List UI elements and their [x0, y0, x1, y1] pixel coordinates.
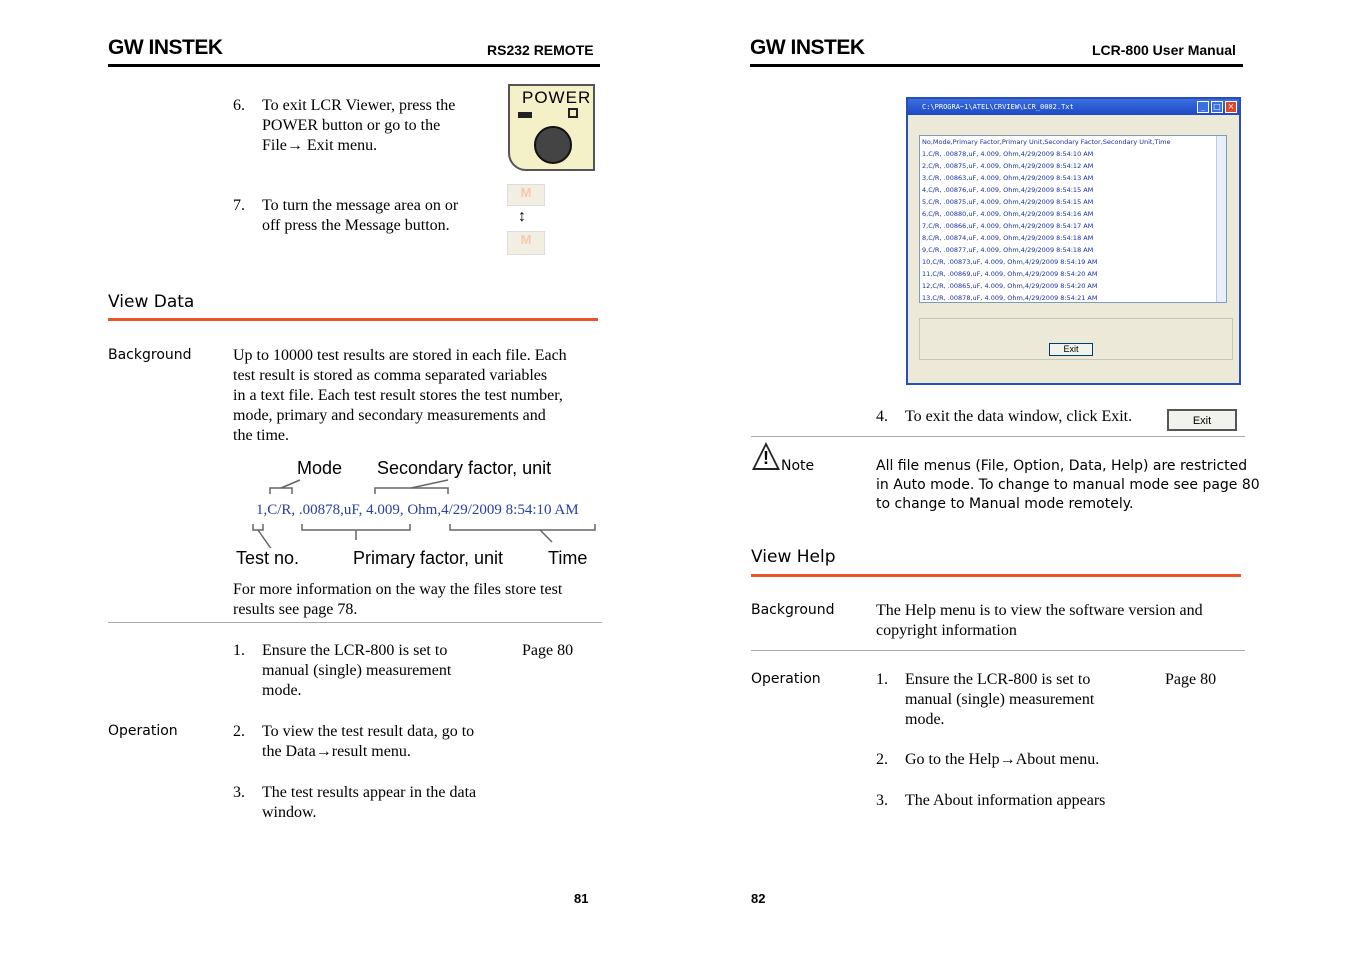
step-number: 4.: [876, 408, 888, 425]
note-label: Note: [781, 458, 815, 474]
step-number: 2.: [876, 751, 888, 768]
list-row: 3,C/R, .00863,uF, 4.009, Ohm,4/29/2009 8:54:13 AM: [922, 174, 1094, 182]
page-header: RS232 REMOTE: [487, 42, 594, 58]
data-window: [906, 97, 1241, 385]
op-step-1-text: Ensure the LCR-800 is set to manual (single) measurement mode.: [905, 671, 1095, 728]
divider: [751, 650, 1245, 651]
csv-example-line: 1,C/R, .00878,uF, 4.009, Ohm,4/29/2009 8:54:10 AM: [256, 502, 579, 518]
gwinstek-logo: GW INSTEK: [108, 36, 223, 59]
background-text: Up to 10000 test results are stored in each file. Each test result is stored as comma separated variables in a text file. Each test result stores the test number, mode, primary and secondary measurements and the time.: [233, 347, 567, 444]
power-label: POWER: [522, 88, 592, 107]
page-number: 82: [751, 891, 766, 906]
section-rule: [751, 574, 1241, 577]
step-number: 3.: [876, 792, 888, 809]
section-rule: [108, 318, 598, 321]
operation-label: Operation: [108, 723, 178, 739]
step-number: 1.: [233, 642, 245, 659]
list-row: 6,C/R, .00880,uF, 4.009, Ohm,4/29/2009 8:54:16 AM: [922, 210, 1094, 218]
op-step-3-text: The test results appear in the data window.: [262, 784, 477, 821]
exit-button-image: Exit: [1167, 409, 1237, 431]
section-title: View Help: [751, 547, 836, 567]
note-text: All file menus (File, Option, Data, Help) are restricted in Auto mode. To change to manual mode see page 80 to change to Manual mode remotely.: [876, 458, 1260, 512]
list-row: 5,C/R, .00875,uF, 4.009, Ohm,4/29/2009 8:54:15 AM: [922, 198, 1094, 206]
power-on-icon: [568, 108, 578, 118]
list-scrollbar[interactable]: [1216, 136, 1226, 302]
operation-label: Operation: [751, 671, 821, 687]
divider: [108, 622, 602, 623]
op-step-2-text: Go to the Help→About menu.: [905, 751, 1100, 768]
background-text: The Help menu is to view the software version and copyright information: [876, 602, 1203, 639]
op-step-1-text: Ensure the LCR-800 is set to manual (single) measurement mode.: [262, 642, 452, 699]
list-row: 11,C/R, .00869,uF, 4.009, Ohm,4/29/2009 8:54:20 AM: [922, 270, 1098, 278]
list-row: 4,C/R, .00876,uF, 4.009, Ohm,4/29/2009 8:54:15 AM: [922, 186, 1094, 194]
list-row: 10,C/R, .00873,uF, 4.009, Ohm,4/29/2009 8:54:19 AM: [922, 258, 1098, 266]
list-row: 12,C/R, .00865,uF, 4.009, Ohm,4/29/2009 8:54:20 AM: [922, 282, 1098, 290]
step-number: 2.: [233, 723, 245, 740]
power-off-icon: [518, 112, 532, 118]
page-number: 81: [574, 891, 589, 906]
op-step-2-text: To view the test result data, go to the Data→result menu.: [262, 723, 475, 760]
message-button-on: M: [507, 184, 545, 206]
header-rule: [750, 64, 1243, 67]
step-number: 6.: [233, 97, 245, 114]
list-row: 1,C/R, .00878,uF, 4.009, Ohm,4/29/2009 8:54:10 AM: [922, 150, 1094, 158]
section-title: View Data: [108, 292, 195, 312]
step-6-text: To exit LCR Viewer, press the POWER button or go to the File→ Exit menu.: [262, 97, 456, 154]
background-label: Background: [751, 602, 835, 618]
list-row: 2,C/R, .00875,uF, 4.009, Ohm,4/29/2009 8:54:12 AM: [922, 162, 1094, 170]
window-title: C:\PROGRA~1\ATEL\CRVIEW\LCR_0002.Txt: [908, 99, 1239, 115]
divider: [751, 436, 1245, 437]
page-reference: Page 80: [1165, 671, 1217, 688]
step-7-text: To turn the message area on or off press the Message button.: [262, 197, 459, 234]
page-reference: Page 80: [522, 642, 574, 659]
diagram-mode-label: Mode: [297, 458, 343, 478]
close-button[interactable]: ×: [1225, 101, 1237, 113]
minimize-button[interactable]: _: [1197, 101, 1209, 113]
step-number: 3.: [233, 784, 245, 801]
toggle-arrow-icon: ↕: [518, 208, 526, 225]
diagram-test-no-label: Test no.: [236, 548, 300, 568]
list-header-row: No,Mode,Primary Factor,Primary Unit,Secondary Factor,Secondary Unit,Time: [922, 138, 1171, 146]
message-button-off: M: [507, 231, 545, 255]
window-exit-button[interactable]: Exit: [1049, 343, 1093, 356]
list-row: 9,C/R, .00877,uF, 4.009, Ohm,4/29/2009 8:54:18 AM: [922, 246, 1094, 254]
diagram-secondary-label: Secondary factor, unit: [377, 458, 552, 478]
list-row: 7,C/R, .00866,uF, 4.009, Ohm,4/29/2009 8:54:17 AM: [922, 222, 1094, 230]
power-button-image: [508, 84, 595, 171]
list-row: 8,C/R, .00874,uF, 4.009, Ohm,4/29/2009 8:54:18 AM: [922, 234, 1094, 242]
data-list[interactable]: [919, 135, 1227, 303]
step-number: 7.: [233, 197, 245, 214]
list-row: 13,C/R, .00878,uF, 4.009, Ohm,4/29/2009 8:54:21 AM: [922, 294, 1098, 302]
gwinstek-logo: GW INSTEK: [750, 36, 865, 59]
diagram-time-label: Time: [548, 548, 588, 568]
background-label: Background: [108, 347, 192, 363]
page-header: LCR-800 User Manual: [1092, 42, 1236, 58]
step-number: 1.: [876, 671, 888, 688]
power-knob: [534, 126, 572, 164]
op-step-3-text: The About information appears: [905, 792, 1106, 809]
diagram-primary-label: Primary factor, unit: [353, 548, 504, 568]
exclamation-icon: !: [763, 448, 769, 468]
header-rule: [108, 64, 600, 67]
maximize-button[interactable]: □: [1211, 101, 1223, 113]
step-4-text: To exit the data window, click Exit.: [905, 408, 1133, 425]
more-info-text: For more information on the way the files store test results see page 78.: [233, 581, 563, 618]
